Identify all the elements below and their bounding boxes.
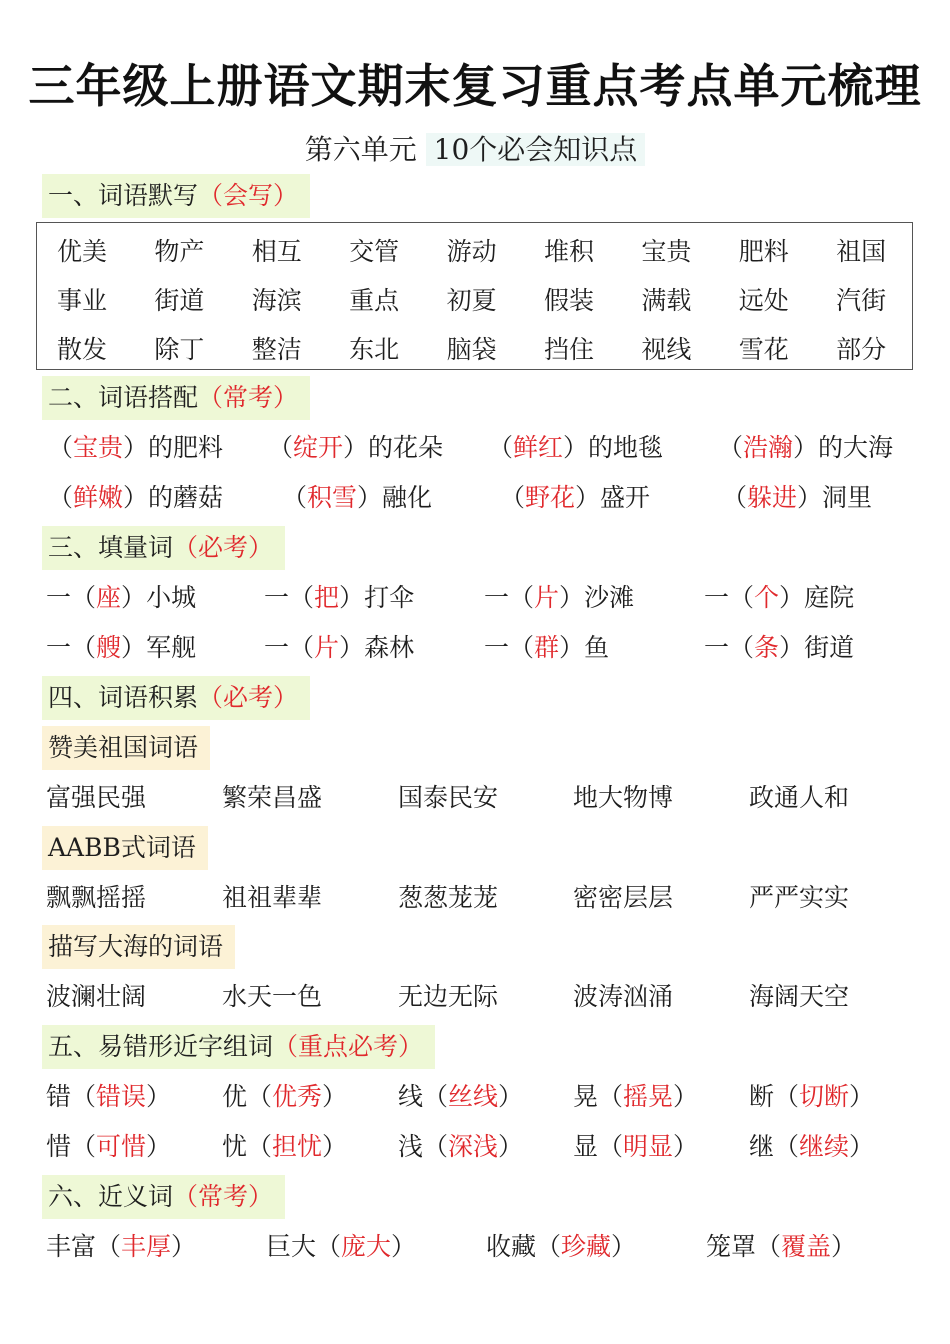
answer-text: 可惜 [96,1132,147,1161]
item-text: 森林 [364,633,415,662]
section-2-heading [42,376,310,420]
answer-text: 躲进 [747,483,798,512]
idiom-item: 繁荣昌盛 [222,783,323,812]
group-title: 描写大海的词语 [42,925,235,969]
item-text: 一 [264,633,290,662]
item-text: 一 [46,633,72,662]
answer-text: 摇晃 [623,1082,674,1111]
measure-item: 一（座）小城 [46,583,197,612]
item-text: 一 [704,583,730,612]
word-item: 堆积 [543,237,594,266]
word-item: 部分 [836,335,887,364]
answer-text: 继续 [799,1132,850,1161]
item-text: 一 [484,583,510,612]
collocation-item: （鲜红）的地毯 [488,433,664,462]
answer-text: 艘 [96,633,122,662]
section-5-heading [42,1025,435,1069]
similar-char-item: 继（继续） [749,1132,875,1161]
word-item: 宝贵 [641,237,692,266]
similar-char-item: 晃（摇晃） [573,1082,699,1111]
answer-text: 庞大 [341,1232,392,1261]
similar-char-item: 线（丝线） [398,1082,524,1111]
answer-text: 把 [314,583,340,612]
group-title: 赞美祖国词语 [42,726,210,770]
answer-text: 片 [534,583,560,612]
item-text: 继 [749,1132,775,1161]
item-text: 洞里 [822,483,873,512]
section-1-tag: （会写） [198,181,299,210]
measure-item: 一（片）沙滩 [484,583,635,612]
answer-text: 浩瀚 [743,433,794,462]
item-text: 错 [46,1082,72,1111]
section-2-label: 二、词语搭配 [48,383,199,412]
word-item: 游动 [446,237,497,266]
idiom-item: 富强民强 [46,783,147,812]
answer-text: 鲜红 [513,433,564,462]
section-1-heading [42,174,310,218]
measure-item: 一（个）庭院 [704,583,855,612]
answer-text: 条 [754,633,780,662]
item-text: 的花朵 [368,433,444,462]
idiom-item: 葱葱茏茏 [398,883,499,912]
answer-text: 野花 [525,483,576,512]
item-text: 断 [749,1082,775,1111]
item-text: 盛开 [600,483,651,512]
item-text: 巨大 [266,1232,317,1261]
collocation-item: （积雪）融化 [282,483,433,512]
word-item: 脑袋 [446,335,497,364]
answer-text: 错误 [96,1082,147,1111]
idiom-item: 水天一色 [222,982,323,1011]
answer-text: 优秀 [272,1082,323,1111]
item-text: 的大海 [818,433,894,462]
word-item: 海滨 [251,286,302,315]
item-text: 笼罩 [706,1232,757,1261]
item-text: 打伞 [364,583,415,612]
idiom-item: 波澜壮阔 [46,982,147,1011]
unit-label: 第六单元 [304,133,417,166]
answer-text: 群 [534,633,560,662]
similar-char-item: 显（明显） [573,1132,699,1161]
idiom-item: 祖祖辈辈 [222,883,323,912]
idiom-item: 政通人和 [749,783,850,812]
word-item: 相互 [251,237,302,266]
item-text: 忧 [222,1132,248,1161]
word-item: 除丁 [154,335,205,364]
answer-text: 担忧 [272,1132,323,1161]
collocation-item: （躲进）洞里 [722,483,873,512]
synonym-item: 笼罩（覆盖） [706,1232,857,1261]
answer-text: 丝线 [448,1082,499,1111]
answer-text: 明显 [623,1132,674,1161]
item-text: 小城 [146,583,197,612]
word-item: 雪花 [738,335,789,364]
word-item: 远处 [738,286,789,315]
word-item: 假装 [543,286,594,315]
measure-item: 一（艘）军舰 [46,633,197,662]
word-item: 汽街 [836,286,887,315]
points-label: 10个必会知识点 [426,133,646,166]
item-text: 优 [222,1082,248,1111]
subtitle [0,128,950,168]
item-text: 丰富 [46,1232,97,1261]
word-item: 物产 [154,237,205,266]
item-text: 收藏 [486,1232,537,1261]
word-item: 视线 [641,335,692,364]
item-text: 的蘑菇 [148,483,224,512]
word-item: 祖国 [836,237,887,266]
item-text: 一 [46,583,72,612]
idiom-item: 国泰民安 [398,783,499,812]
item-text: 融化 [382,483,433,512]
section-4-label: 四、词语积累 [48,683,199,712]
similar-char-item: 断（切断） [749,1082,875,1111]
word-item: 挡住 [543,335,594,364]
item-text: 街道 [804,633,855,662]
section-5-label: 五、易错形近字组词 [48,1032,274,1061]
measure-item: 一（条）街道 [704,633,855,662]
item-text: 的肥料 [148,433,224,462]
item-text: 显 [573,1132,599,1161]
item-text: 一 [484,633,510,662]
similar-char-item: 浅（深浅） [398,1132,524,1161]
section-4-heading [42,676,310,720]
word-item: 肥料 [738,237,789,266]
similar-char-item: 错（错误） [46,1082,172,1111]
section-6-label: 六、近义词 [48,1182,174,1211]
item-text: 庭院 [804,583,855,612]
collocation-item: （鲜嫩）的蘑菇 [48,483,224,512]
item-text: 一 [704,633,730,662]
answer-text: 宝贵 [73,433,124,462]
synonym-item: 收藏（珍藏） [486,1232,637,1261]
section-1-label: 一、词语默写 [48,181,199,210]
answer-text: 片 [314,633,340,662]
item-text: 晃 [573,1082,599,1111]
idiom-item: 严严实实 [749,883,850,912]
collocation-item: （浩瀚）的大海 [718,433,894,462]
word-grid [37,227,912,374]
word-item: 街道 [154,286,205,315]
word-item: 整洁 [251,335,302,364]
measure-item: 一（群）鱼 [484,633,610,662]
synonym-item: 丰富（丰厚） [46,1232,197,1261]
section-2-tag: （常考） [198,383,299,412]
idiom-item: 无边无际 [398,982,499,1011]
group-title: AABB式词语 [42,826,208,870]
section-3-heading [42,526,285,570]
item-text: 鱼 [584,633,610,662]
similar-char-item: 优（优秀） [222,1082,348,1111]
item-text: 军舰 [146,633,197,662]
idiom-item: 海阔天空 [749,982,850,1011]
answer-text: 珍藏 [561,1232,612,1261]
item-text: 线 [398,1082,424,1111]
word-item: 初夏 [446,286,497,315]
word-item: 事业 [57,286,108,315]
answer-text: 鲜嫩 [73,483,124,512]
item-text: 浅 [398,1132,424,1161]
idiom-item: 地大物博 [573,783,674,812]
section-3-label: 三、填量词 [48,533,174,562]
section-4-tag: （必考） [198,683,299,712]
answer-text: 覆盖 [781,1232,832,1261]
synonym-item: 巨大（庞大） [266,1232,417,1261]
collocation-item: （绽开）的花朵 [268,433,444,462]
collocation-item: （宝贵）的肥料 [48,433,224,462]
measure-item: 一（片）森林 [264,633,415,662]
answer-text: 个 [754,583,780,612]
item-text: 一 [264,583,290,612]
answer-text: 积雪 [307,483,358,512]
answer-text: 座 [96,583,122,612]
idiom-item: 飘飘摇摇 [46,883,147,912]
item-text: 的地毯 [588,433,664,462]
section-5-tag: （重点必考） [273,1032,424,1061]
section-6-heading [42,1175,285,1219]
word-item: 散发 [57,335,108,364]
item-text: 惜 [46,1132,72,1161]
word-item: 优美 [57,237,108,266]
word-item: 东北 [349,335,400,364]
measure-item: 一（把）打伞 [264,583,415,612]
word-box [36,222,913,370]
answer-text: 绽开 [293,433,344,462]
page-title: 三年级上册语文期末复习重点考点单元梳理 [28,59,922,113]
similar-char-item: 惜（可惜） [46,1132,172,1161]
section-6-tag: （常考） [173,1182,274,1211]
answer-text: 深浅 [448,1132,499,1161]
word-item: 满载 [641,286,692,315]
item-text: 沙滩 [584,583,635,612]
idiom-item: 波涛汹涌 [573,982,674,1011]
word-item: 重点 [349,286,400,315]
answer-text: 切断 [799,1082,850,1111]
answer-text: 丰厚 [121,1232,172,1261]
similar-char-item: 忧（担忧） [222,1132,348,1161]
idiom-item: 密密层层 [573,883,674,912]
collocation-item: （野花）盛开 [500,483,651,512]
section-3-tag: （必考） [173,533,274,562]
word-item: 交管 [349,237,400,266]
